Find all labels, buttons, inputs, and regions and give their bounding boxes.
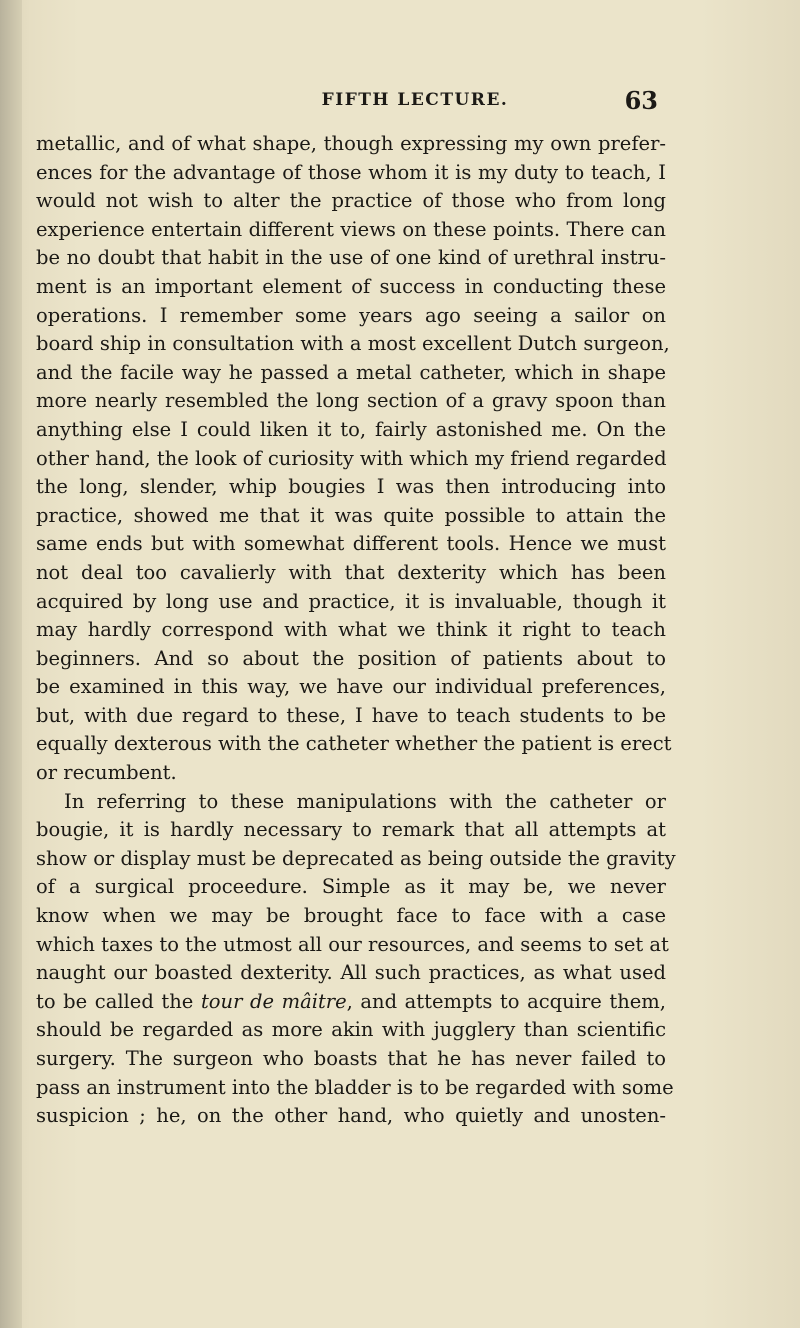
text-line-paragraph-end: or recumbent. xyxy=(36,761,177,785)
text-line: suspicion ; he, on the other hand, who quietly and unosten- xyxy=(36,1104,666,1128)
italic-phrase: tour de mâitre xyxy=(200,989,347,1013)
text-line-paragraph-start: In referring to these manipulations with the catheter or xyxy=(64,789,666,813)
body-text xyxy=(36,130,676,1131)
text-line: ences for the advantage of those whom it is my duty to teach, I xyxy=(36,160,666,184)
text-line: experience entertain different views on these points. There can xyxy=(36,217,666,241)
text-line: show or display must be deprecated as being outside the gravity xyxy=(36,846,676,870)
text-segment: to be called the xyxy=(36,989,194,1013)
text-line: which taxes to the utmost all our resources, and seems to set at xyxy=(36,932,669,956)
text-line: know when we may be brought face to face with a case xyxy=(36,904,666,928)
text-line: the long, slender, whip bougies I was then introducing into xyxy=(36,475,666,499)
text-line: naught our boasted dexterity. All such practices, as what used xyxy=(36,961,666,985)
text-line: bougie, it is hardly necessary to remark that all attempts at xyxy=(36,818,666,842)
text-line: same ends but with somewhat different tools. Hence we must xyxy=(36,532,666,556)
text-line: be no doubt that habit in the use of one kind of urethral instru- xyxy=(36,246,666,270)
text-line: pass an instrument into the bladder is to be regarded with some xyxy=(36,1075,674,1099)
text-line: should be regarded as more akin with jugglery than scientific xyxy=(36,1018,666,1042)
page-number: 63 xyxy=(624,86,658,115)
text-line: anything else I could liken it to, fairly astonished me. On the xyxy=(36,417,666,441)
text-line: of a surgical proceedure. Simple as it may be, we never xyxy=(36,875,666,899)
text-line: and the facile way he passed a metal catheter, which in shape xyxy=(36,360,666,384)
text-segment: , and attempts to acquire them, xyxy=(346,989,666,1013)
text-line: beginners. And so about the position of patients about to xyxy=(36,646,666,670)
text-line: not deal too cavalierly with that dexterity which has been xyxy=(36,560,666,584)
running-title: FIFTH LECTURE. xyxy=(321,90,509,110)
page-gutter-shadow xyxy=(0,0,22,1328)
text-line: equally dexterous with the catheter whether the patient is erect xyxy=(36,732,672,756)
text-line: may hardly correspond with what we think it right to teach xyxy=(36,618,666,642)
text-line: but, with due regard to these, I have to teach students to be xyxy=(36,703,666,727)
text-line: more nearly resembled the long section of a gravy spoon than xyxy=(36,389,666,413)
page-header xyxy=(0,86,800,126)
text-line-with-italic xyxy=(36,988,666,1017)
text-line: acquired by long use and practice, it is invaluable, though it xyxy=(36,589,666,613)
text-line: board ship in consultation with a most excellent Dutch surgeon, xyxy=(36,332,670,356)
text-line: be examined in this way, we have our individual preferences, xyxy=(36,675,666,699)
text-line: practice, showed me that it was quite possible to attain the xyxy=(36,503,666,527)
text-line: other hand, the look of curiosity with which my friend regarded xyxy=(36,446,667,470)
text-line: metallic, and of what shape, though expressing my own prefer- xyxy=(36,132,666,155)
text-line: ment is an important element of success in conducting these xyxy=(36,274,666,298)
text-line: operations. I remember some years ago seeing a sailor on xyxy=(36,303,666,327)
text-line: surgery. The surgeon who boasts that he has never failed to xyxy=(36,1047,666,1070)
text-line: would not wish to alter the practice of those who from long xyxy=(36,189,666,213)
